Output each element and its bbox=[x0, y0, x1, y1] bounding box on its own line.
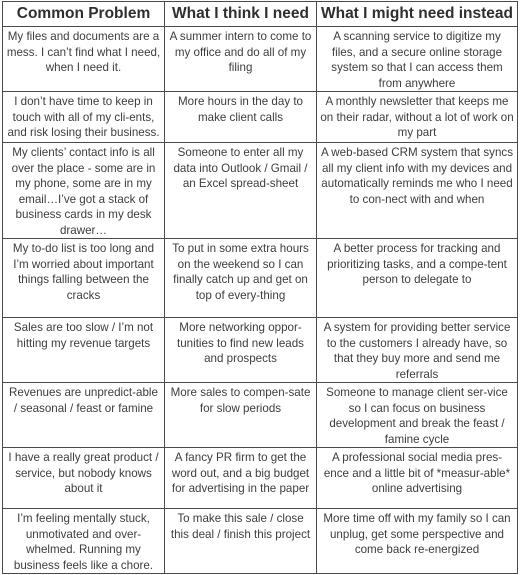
think-need-cell: More networking oppor-tunities to find new leads and prospects bbox=[165, 318, 317, 383]
problem-cell: My to-do list is too long and I’m worried about important things falling between the cracks bbox=[3, 239, 165, 318]
might-need-cell: A scanning service to digitize my files, and a secure online storage system so that I can access them from anywhere bbox=[317, 27, 518, 92]
might-need-cell: More time off with my family so I can unplug, get some perspective and come back re-energized bbox=[317, 509, 518, 574]
think-need-cell: To put in some extra hours on the weekend so I can finally catch up and get on top of every-thing bbox=[165, 239, 317, 318]
document bbox=[2, 1, 518, 574]
table-row bbox=[3, 383, 518, 448]
think-need-cell: Someone to enter all my data into Outlook / Gmail / an Excel spread-sheet bbox=[165, 143, 317, 239]
problem-cell: I have a really great product / service, but nobody knows about it bbox=[3, 448, 165, 509]
table-row bbox=[3, 448, 518, 509]
table-row bbox=[3, 239, 518, 318]
think-need-cell: More sales to compen-sate for slow periods bbox=[165, 383, 317, 448]
might-need-cell: A system for providing better service to the customers I already have, so that they buy more and send me referrals bbox=[317, 318, 518, 383]
header-common-problem: Common Problem bbox=[3, 2, 165, 27]
might-need-cell: A monthly newsletter that keeps me on their radar, without a lot of work on my part bbox=[317, 92, 518, 143]
problem-cell: My files and documents are a mess. I can’t find what I need, when I need it. bbox=[3, 27, 165, 92]
might-need-cell: A professional social media pres-ence and a little bit of *measur-able* online advertising bbox=[317, 448, 518, 509]
table-row bbox=[3, 318, 518, 383]
might-need-cell: A web-based CRM system that syncs all my client info with my devices and automatically reminds me who I need to con-nect with and when bbox=[317, 143, 518, 239]
header-row bbox=[3, 2, 518, 27]
think-need-cell: A summer intern to come to my office and do all of my filing bbox=[165, 27, 317, 92]
might-need-cell: A better process for tracking and prioritizing tasks, and a compe-tent person to delegate to bbox=[317, 239, 518, 318]
think-need-cell: To make this sale / close this deal / finish this project bbox=[165, 509, 317, 574]
problem-cell: I’m feeling mentally stuck, unmotivated and over-whelmed. Running my business feels like a chore. bbox=[3, 509, 165, 574]
problem-cell: I don’t have time to keep in touch with all of my cli-ents, and risk losing their business. bbox=[3, 92, 165, 143]
header-what-i-might-need-instead: What I might need instead bbox=[317, 2, 518, 27]
might-need-cell: Someone to manage client ser-vice so I can focus on business development and break the feast / famine cycle bbox=[317, 383, 518, 448]
think-need-cell: A fancy PR firm to get the word out, and a big budget for advertising in the paper bbox=[165, 448, 317, 509]
problem-cell: Revenues are unpredict-able / seasonal / feast or famine bbox=[3, 383, 165, 448]
table-row bbox=[3, 92, 518, 143]
problem-needs-table bbox=[2, 1, 518, 574]
table-row bbox=[3, 509, 518, 574]
table-row bbox=[3, 143, 518, 239]
problem-cell: Sales are too slow / I’m not hitting my revenue targets bbox=[3, 318, 165, 383]
think-need-cell: More hours in the day to make client calls bbox=[165, 92, 317, 143]
table-row bbox=[3, 27, 518, 92]
problem-cell: My clients’ contact info is all over the place - some are in my phone, some are in my email…I’ve got a stack of business cards in my desk drawer… bbox=[3, 143, 165, 239]
header-what-i-think-i-need: What I think I need bbox=[165, 2, 317, 27]
